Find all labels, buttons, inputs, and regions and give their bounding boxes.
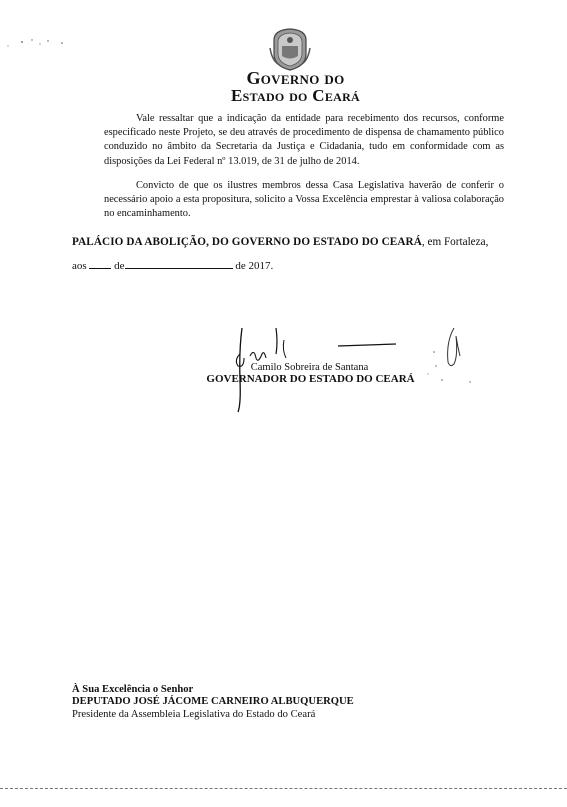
page-edge-line [0,788,567,789]
recipient-salutation: À Sua Excelência o Senhor [72,684,194,695]
body-paragraph-1: Vale ressaltar que a indicação da entidade para recebimento dos recursos, conforme especificado neste Projeto, se deu através de procedimento de dispensa de chamamento público conduzido no âmbito da Secretaria da Justiça e Cidadania, tudo em conformidade com as disposições da Lei Federal nº 13.019, de 31 de julho de 2014. [104,113,504,167]
body-paragraph-2: Convicto de que os ilustres membros dessa Casa Legislativa haverão de conferir o necessário apoio a esta propositura, solicito a Vossa Excelência emprestar à valiosa colaboração no encaminhamento. [104,180,504,220]
month-blank [125,258,233,269]
palacio-location: , em Fortaleza, [421,236,489,248]
signer-role: GOVERNADOR DO ESTADO DO CEARÁ [206,373,415,385]
palacio-heading: PALÁCIO DA ABOLIÇÃO, DO GOVERNO DO ESTADO DO CEARÁ [72,236,422,248]
coat-of-arms-icon [268,26,312,72]
signer-name: Camilo Sobreira de Santana [250,362,369,373]
date-de: de [114,260,125,272]
recipient-name: DEPUTADO JOSÉ JÁCOME CARNEIRO ALBUQUERQUE [72,696,354,707]
letterhead-line-1: Governo do [246,68,345,88]
letterhead-line-2: Estado do Ceará [230,86,361,105]
scan-specks [0,0,120,60]
recipient-title: Presidente da Assembleia Legislativa do Estado do Ceará [72,709,316,720]
date-year: de 2017. [235,260,274,272]
day-blank [89,258,111,269]
date-line [72,258,273,272]
date-aos: aos [72,260,87,272]
closing-line [72,235,512,249]
